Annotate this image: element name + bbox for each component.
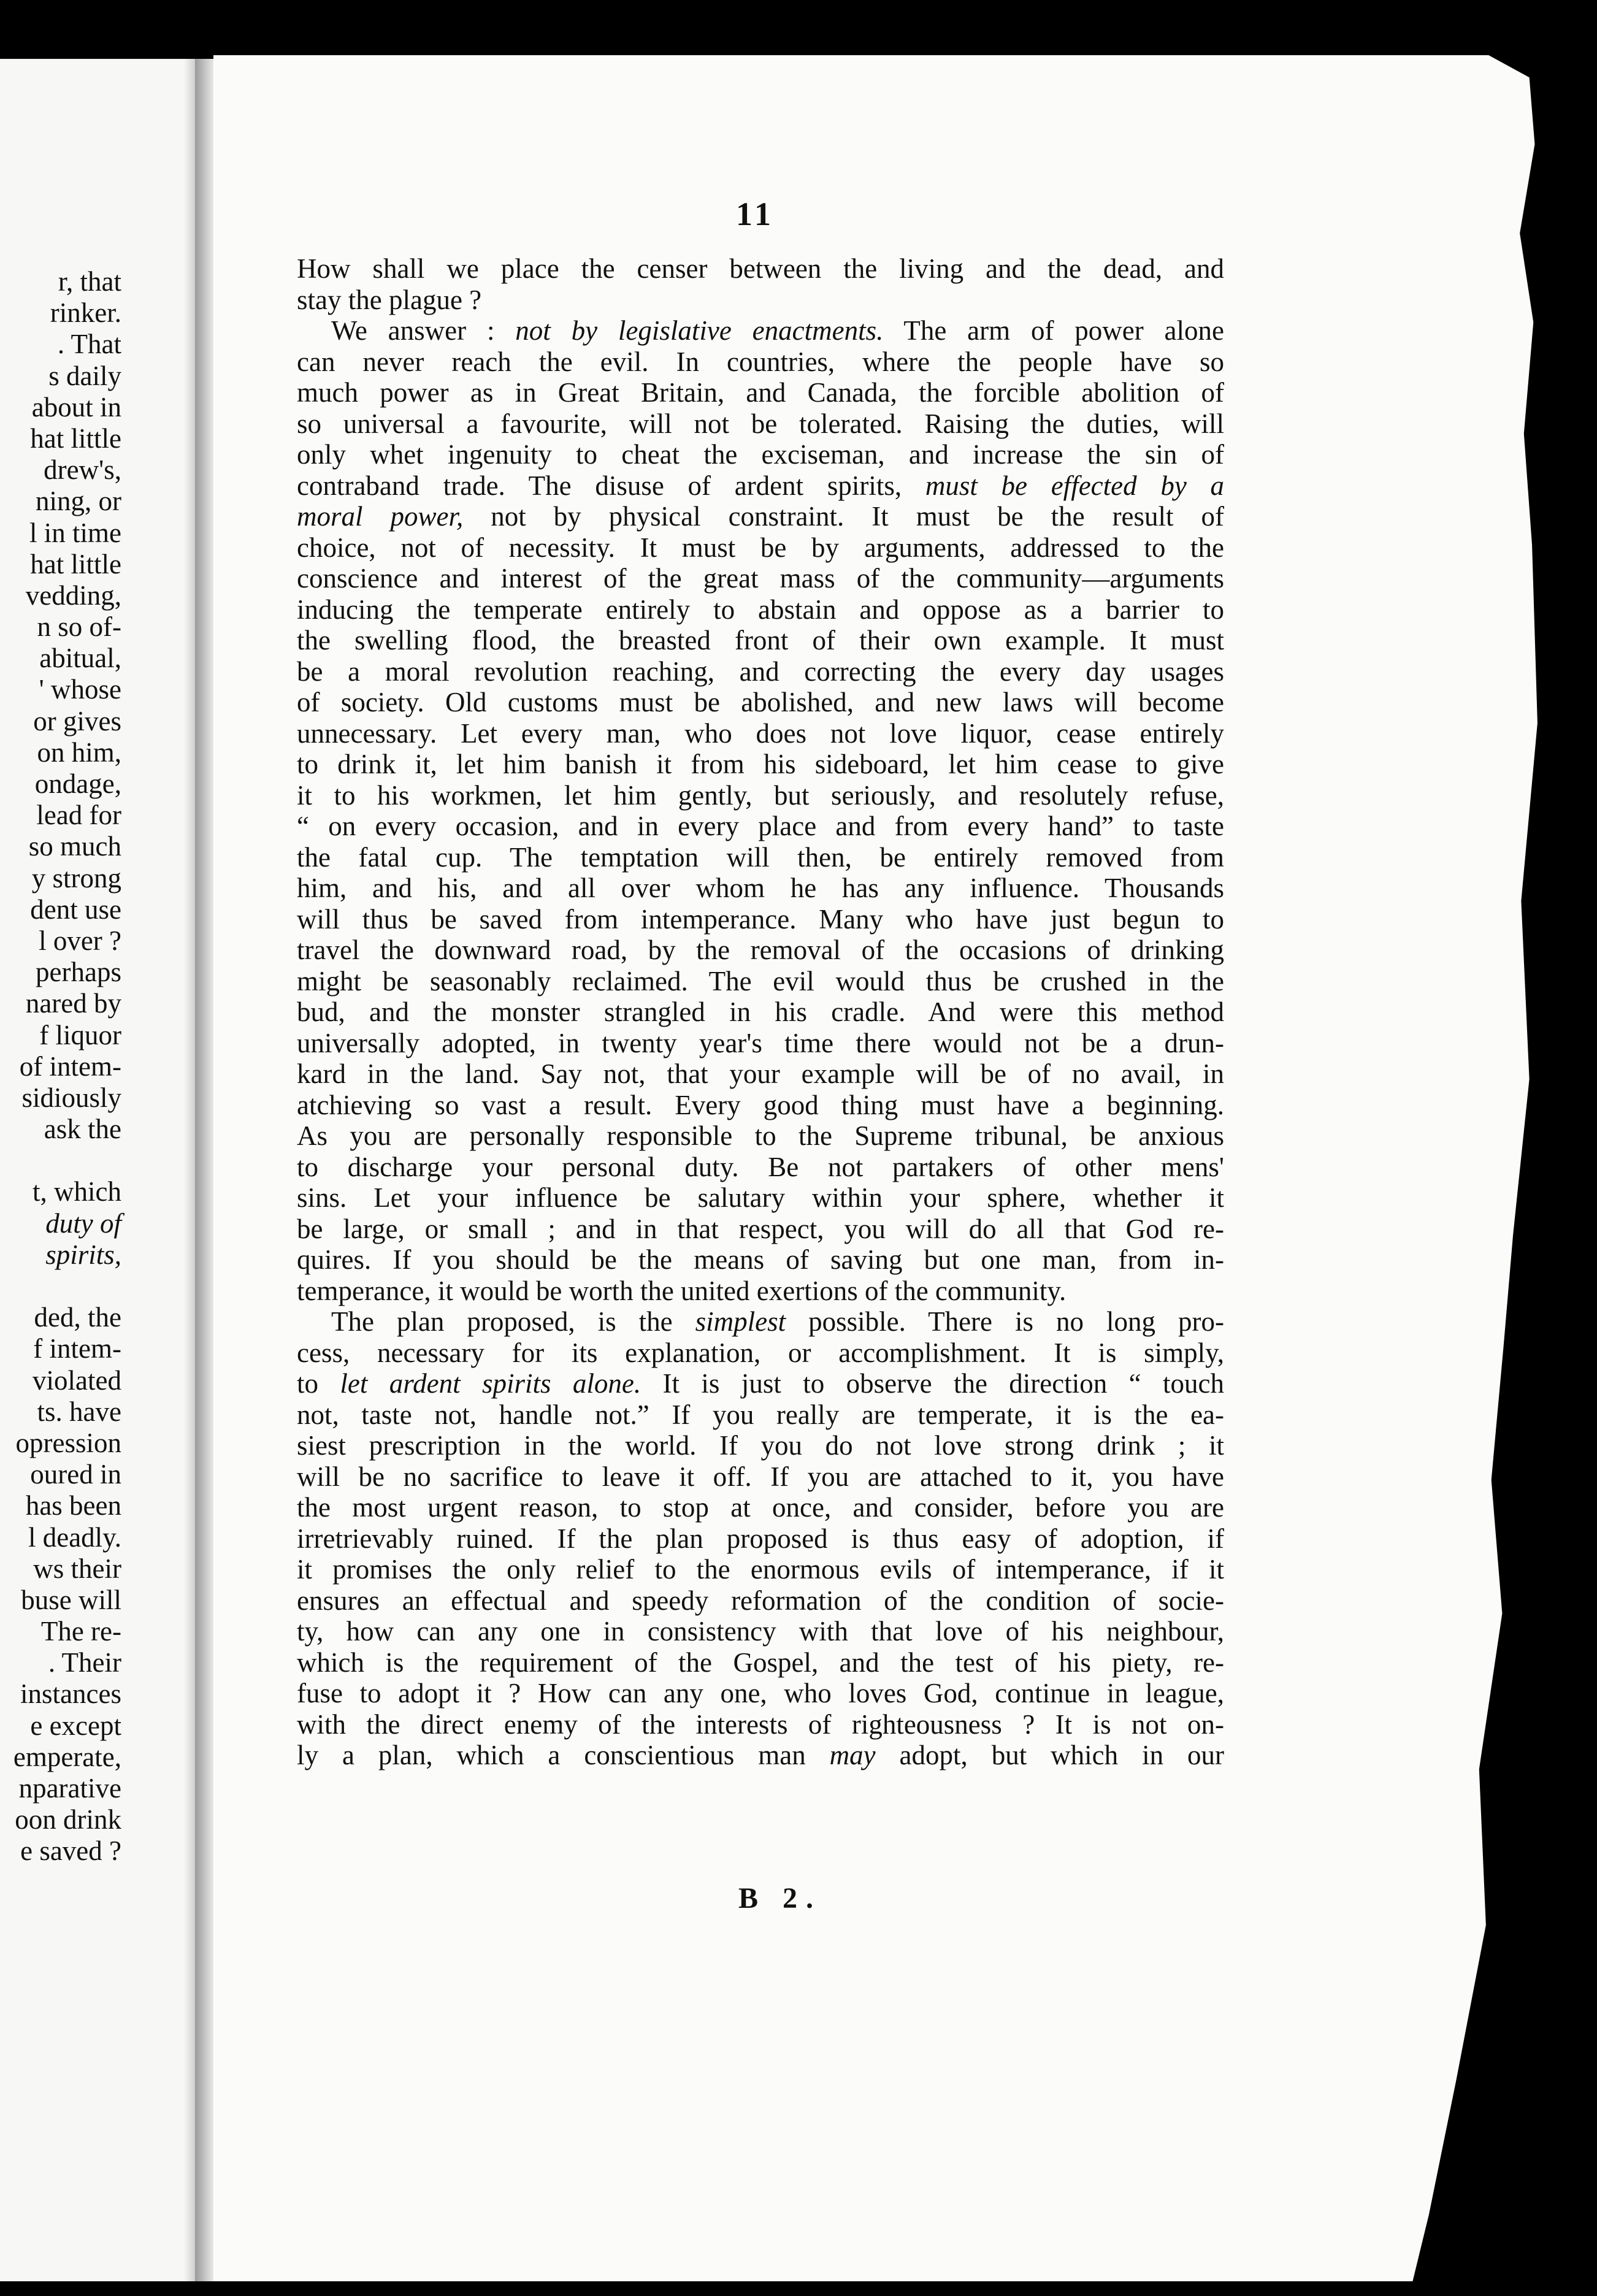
- text-run: temperance, it would be worth the united exertions of the community.: [297, 1275, 1067, 1306]
- text-line: [297, 1028, 1224, 1059]
- facing-page-line: drew's,: [44, 454, 121, 486]
- text-line: [297, 501, 1224, 532]
- text-run: choice, not of necessity. It must be by arguments, addressed to the: [297, 532, 1224, 563]
- text-line: [297, 594, 1224, 626]
- facing-page-line: opression: [15, 1427, 121, 1458]
- facing-page-line: . That: [57, 329, 121, 360]
- text-run: travel the downward road, by the removal of the occasions of drinking: [297, 935, 1224, 965]
- text-run: the most urgent reason, to stop at once, and consider, before you are: [297, 1492, 1224, 1523]
- facing-page-line: emperate,: [13, 1741, 121, 1772]
- text-run: to: [297, 1368, 340, 1399]
- facing-page-line: perhaps: [36, 957, 121, 988]
- text-line: [297, 842, 1224, 873]
- facing-page-line: The re-: [40, 1616, 121, 1647]
- text-run: kard in the land. Say not, that your example will be of no avail, in: [297, 1058, 1224, 1089]
- facing-page-line: has been: [25, 1490, 121, 1521]
- text-run: not by physical constraint. It must be the result of: [463, 501, 1224, 532]
- text-run: ty, how can any one in consistency with that love of his neighbour,: [297, 1616, 1224, 1647]
- text-line: [297, 439, 1224, 470]
- italic-phrase: simplest: [695, 1306, 786, 1337]
- text-line: [297, 1492, 1224, 1523]
- text-run: bud, and the monster strangled in his cradle. And were this method: [297, 997, 1224, 1027]
- text-line: [297, 1306, 1224, 1337]
- facing-page-line: nparative: [18, 1773, 121, 1804]
- facing-page-line: n so of-: [37, 611, 121, 643]
- text-run: inducing the temperate entirely to abstain and oppose as a barrier to: [297, 594, 1224, 625]
- italic-phrase: must be effected by a: [925, 470, 1224, 501]
- text-run: stay the plague ?: [297, 284, 482, 315]
- text-line: [297, 997, 1224, 1028]
- text-line: [297, 966, 1224, 997]
- facing-page-line: ws their: [33, 1553, 121, 1584]
- text-run: sins. Let your influence be salutary within your sphere, whether it: [297, 1182, 1224, 1213]
- text-run: It is just to observe the direction “ touch: [641, 1368, 1224, 1399]
- body-text: [297, 253, 1224, 1771]
- text-run: As you are personally responsible to the Supreme tribunal, be anxious: [297, 1120, 1224, 1151]
- text-run: ensures an effectual and speedy reformation of the condition of socie-: [297, 1585, 1224, 1616]
- text-line: [297, 1276, 1224, 1307]
- text-line: [297, 1678, 1224, 1709]
- facing-page-line: r, that: [58, 266, 121, 297]
- text-line: [297, 1244, 1224, 1276]
- text-run: ly a plan, which a conscientious man: [297, 1740, 830, 1770]
- spine-shadow: [184, 59, 195, 2281]
- text-line: [297, 1120, 1224, 1152]
- text-run: The plan proposed, is the: [331, 1306, 695, 1337]
- italic-phrase: may: [829, 1740, 876, 1770]
- text-line: [297, 377, 1224, 408]
- text-run: might be seasonably reclaimed. The evil would thus be crushed in the: [297, 965, 1224, 997]
- text-run: quires. If you should be the means of saving but one man, from in-: [297, 1244, 1224, 1275]
- text-run: adopt, but which in our: [875, 1740, 1224, 1770]
- facing-page-line: ded, the: [34, 1302, 121, 1333]
- text-run: it to his workmen, let him gently, but seriously, and resolutely refuse,: [297, 779, 1224, 811]
- facing-page-line: t, which: [33, 1176, 121, 1207]
- text-line: [297, 1523, 1224, 1555]
- facing-page-line: violated: [33, 1364, 121, 1396]
- facing-page-line: f liquor: [39, 1019, 121, 1050]
- facing-page-line: f intem-: [33, 1333, 121, 1364]
- facing-page-line: ' whose: [39, 674, 121, 705]
- facing-page-line: y strong: [31, 862, 121, 894]
- facing-page-text: [0, 266, 121, 1867]
- facing-page-line: . Their: [48, 1647, 121, 1678]
- text-line: [297, 408, 1224, 440]
- text-line: [297, 780, 1224, 811]
- facing-page-line: l deadly.: [28, 1521, 121, 1553]
- italic-phrase: not by legislative enactments.: [515, 315, 884, 346]
- text-line: [297, 1090, 1224, 1121]
- text-line: [297, 253, 1224, 285]
- facing-page-line: e except: [30, 1710, 121, 1741]
- facing-page-line: e saved ?: [20, 1835, 121, 1867]
- text-line: [297, 1182, 1224, 1214]
- book-gutter: [195, 59, 213, 2281]
- text-line: [297, 285, 1224, 316]
- text-run: atchieving so vast a result. Every good thing must have a beginning.: [297, 1089, 1224, 1120]
- text-run: How shall we place the censer between the living and the dead, and: [297, 253, 1224, 284]
- text-run: universally adopted, in twenty year's time there would not be a drun-: [297, 1027, 1224, 1058]
- text-run: of society. Old customs must be abolished, and new laws will become: [297, 687, 1224, 718]
- text-run: will be no sacrifice to leave it off. If you are attached to it, you have: [297, 1461, 1224, 1492]
- facing-page-line: nared by: [25, 988, 121, 1019]
- text-run: to drink it, let him banish it from his sideboard, let him cease to give: [297, 749, 1224, 779]
- text-line: [297, 1740, 1224, 1771]
- text-run: “ on every occasion, and in every place and from every hand” to taste: [297, 811, 1224, 841]
- text-line: [297, 656, 1224, 687]
- facing-page-line: l in time: [29, 517, 121, 548]
- text-line: [297, 1152, 1224, 1183]
- text-run: it promises the only relief to the enormous evils of intemperance, if it: [297, 1554, 1224, 1585]
- facing-page-line: hat little: [30, 423, 121, 454]
- facing-page-line: spirits,: [45, 1239, 121, 1270]
- facing-page-line: hat little: [30, 548, 121, 580]
- facing-page-line: ts. have: [37, 1396, 121, 1427]
- text-run: We answer :: [331, 315, 516, 346]
- text-line: [297, 1585, 1224, 1617]
- facing-page-line: on him,: [37, 737, 121, 768]
- text-run: the fatal cup. The temptation will then, be entirely removed from: [297, 841, 1224, 873]
- facing-page-line: duty of: [45, 1207, 121, 1239]
- facing-page-line: so much: [28, 831, 121, 862]
- facing-page-line: dent use: [30, 894, 121, 925]
- text-line: [297, 625, 1224, 656]
- text-line: [297, 1554, 1224, 1585]
- text-run: contraband trade. The disuse of ardent spirits,: [297, 470, 925, 501]
- facing-page-line: rinker.: [50, 297, 121, 329]
- facing-page-line: ask the: [44, 1114, 121, 1145]
- text-run: much power as in Great Britain, and Canada, the forcible abolition of: [297, 377, 1224, 408]
- italic-phrase: let ardent spirits alone.: [340, 1368, 641, 1399]
- facing-page-line: oon drink: [15, 1804, 121, 1835]
- italic-phrase: moral power,: [297, 501, 464, 532]
- facing-page-line: s daily: [48, 360, 121, 391]
- text-run: can never reach the evil. In countries, where the people have so: [297, 346, 1224, 377]
- facing-page-line: lead for: [36, 800, 121, 831]
- text-run: be large, or small ; and in that respect, you will do all that God re-: [297, 1213, 1224, 1244]
- text-line: [297, 1616, 1224, 1647]
- text-line: [297, 935, 1224, 966]
- signature-mark: B 2.: [738, 1882, 822, 1915]
- text-line: [297, 1709, 1224, 1740]
- text-run: siest prescription in the world. If you do not love strong drink ; it: [297, 1430, 1224, 1461]
- text-line: [297, 749, 1224, 780]
- text-line: [297, 1058, 1224, 1090]
- text-run: so universal a favourite, will not be tolerated. Raising the duties, will: [297, 408, 1224, 439]
- facing-page-fragment: [0, 59, 195, 2281]
- text-run: him, and his, and all over whom he has any influence. Thousands: [297, 873, 1224, 903]
- text-line: [297, 811, 1224, 842]
- facing-page-line: ondage,: [34, 768, 121, 799]
- text-run: unnecessary. Let every man, who does not love liquor, cease entirely: [297, 718, 1224, 749]
- text-run: will thus be saved from intemperance. Many who have just begun to: [297, 903, 1224, 935]
- facing-page-line: [0, 1145, 121, 1176]
- text-run: be a moral revolution reaching, and correcting the every day usages: [297, 656, 1224, 687]
- text-run: not, taste not, handle not.” If you really are temperate, it is the ea-: [297, 1399, 1224, 1430]
- text-run: the swelling flood, the breasted front of their own example. It must: [297, 625, 1224, 656]
- text-line: [297, 1337, 1224, 1369]
- facing-page-line: or gives: [33, 705, 121, 737]
- text-run: irretrievably ruined. If the plan proposed is thus easy of adoption, if: [297, 1523, 1224, 1554]
- text-line: [297, 1461, 1224, 1493]
- text-run: possible. There is no long pro-: [786, 1306, 1224, 1337]
- facing-page-line: ning, or: [36, 486, 121, 517]
- text-run: fuse to adopt it ? How can any one, who loves God, continue in league,: [297, 1678, 1224, 1709]
- facing-page-line: instances: [20, 1678, 121, 1710]
- text-line: [297, 904, 1224, 935]
- facing-page-line: oured in: [30, 1459, 121, 1490]
- text-run: conscience and interest of the great mass of the community—arguments: [297, 563, 1224, 594]
- text-run: which is the requirement of the Gospel, and the test of his piety, re-: [297, 1647, 1224, 1678]
- facing-page-line: sidiously: [21, 1082, 121, 1113]
- text-run: to discharge your personal duty. Be not partakers of other mens': [297, 1151, 1224, 1182]
- text-line: [297, 1214, 1224, 1245]
- facing-page-line: abitual,: [39, 643, 121, 674]
- text-line: [297, 1430, 1224, 1461]
- text-line: [297, 470, 1224, 502]
- text-line: [297, 718, 1224, 749]
- text-line: [297, 687, 1224, 718]
- text-line: [297, 532, 1224, 564]
- text-line: [297, 1368, 1224, 1399]
- text-run: with the direct enemy of the interests of righteousness ? It is not on-: [297, 1709, 1224, 1740]
- text-line: [297, 1647, 1224, 1678]
- facing-page-line: l over ?: [39, 925, 121, 956]
- text-run: only whet ingenuity to cheat the exciseman, and increase the sin of: [297, 439, 1224, 470]
- text-line: [297, 315, 1224, 346]
- facing-page-line: buse will: [21, 1584, 121, 1615]
- facing-page-line: vedding,: [25, 580, 121, 611]
- page-number: 11: [736, 196, 775, 232]
- text-run: The arm of power alone: [883, 315, 1225, 346]
- text-line: [297, 873, 1224, 904]
- facing-page-line: [0, 1271, 121, 1302]
- text-line: [297, 563, 1224, 594]
- text-line: [297, 346, 1224, 378]
- facing-page-line: of intem-: [19, 1050, 121, 1082]
- text-run: cess, necessary for its explanation, or accomplishment. It is simply,: [297, 1337, 1224, 1368]
- facing-page-line: about in: [31, 391, 121, 423]
- text-line: [297, 1399, 1224, 1431]
